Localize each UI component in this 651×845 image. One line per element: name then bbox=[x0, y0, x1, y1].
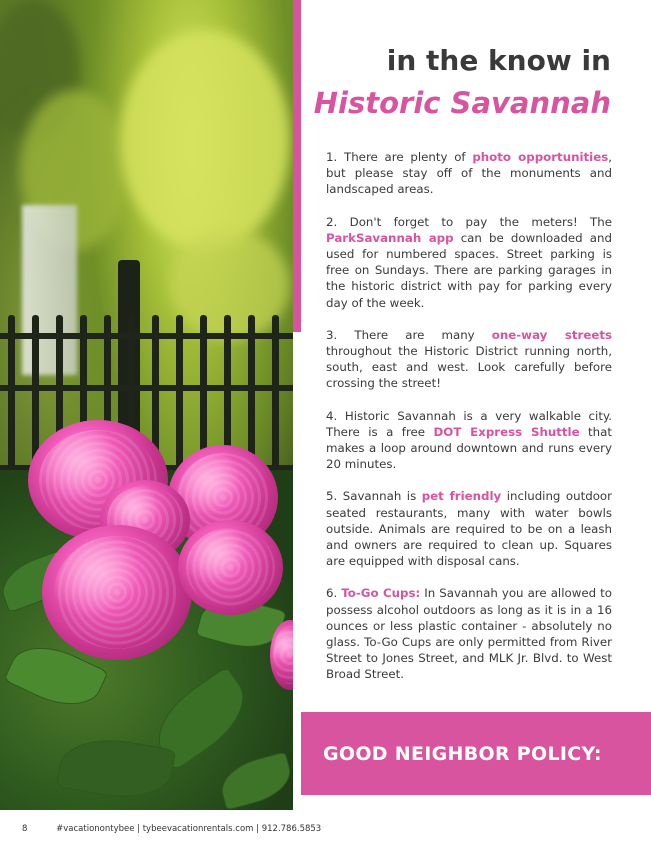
highlight-term: photo opportunities bbox=[472, 150, 609, 164]
tip-text: 4. Historic Savannah is a very walkable city. There is a free bbox=[326, 408, 612, 439]
tip-text: , but please stay off of the monuments and landscaped areas. bbox=[326, 150, 612, 197]
hydrangea-photo bbox=[0, 0, 293, 810]
highlight-term: To-Go Cups: bbox=[341, 586, 421, 601]
tip-paragraph bbox=[326, 585, 612, 682]
highlight-term: DOT Express Shuttle bbox=[433, 424, 580, 439]
tip-text: In Savannah you are allowed to possess alcohol outdoors as long as it is in a 16 ounces or less plastic container - absolutely no glass. To-Go Cups are only permitted from River Street to Jones Street, and MLK Jr. Blvd. to West Broad Street. bbox=[326, 586, 612, 682]
page-title: in the know in bbox=[386, 44, 611, 77]
tip-text: throughout the Historic District running north, south, east and west. Look carefully before crossing the street! bbox=[326, 344, 612, 391]
tip-text: that makes a loop around downtown and runs every 20 minutes. bbox=[326, 424, 612, 472]
good-neighbor-banner bbox=[301, 712, 651, 795]
highlight-term: pet friendly bbox=[421, 489, 502, 504]
page-footer bbox=[22, 824, 321, 834]
tip-paragraph bbox=[326, 214, 612, 311]
highlight-term: ParkSavannah app bbox=[326, 230, 454, 245]
tip-paragraph bbox=[326, 149, 612, 198]
tip-text: 1. There are plenty of bbox=[326, 150, 473, 164]
tip-text: can be downloaded and used for numbered spaces. Street parking is free on Sundays. There are parking garages in the historic district with pay for parking every day of the week. bbox=[326, 230, 612, 310]
tip-text: including outdoor seated restaurants, many with water bowls outside. Animals are required to be on a leash and owners are required to clean up. Squares are equipped with disposal cans. bbox=[326, 489, 612, 569]
tip-text: 5. Savannah is bbox=[326, 489, 422, 504]
tip-paragraph bbox=[326, 488, 612, 569]
tip-text: 3. There are many bbox=[326, 327, 492, 342]
tips-list bbox=[326, 149, 612, 699]
accent-strip bbox=[293, 0, 301, 332]
tip-text: 2. Don't forget to pay the meters! The bbox=[326, 214, 612, 229]
banner-heading: GOOD NEIGHBOR POLICY: bbox=[323, 743, 602, 765]
footer-contact: #vacationontybee | tybeevacationrentals.com | 912.786.5853 bbox=[56, 824, 322, 834]
page-number: 8 bbox=[22, 824, 28, 834]
tip-paragraph bbox=[326, 327, 612, 392]
tip-paragraph bbox=[326, 408, 612, 473]
tip-text: 6. bbox=[326, 586, 342, 601]
page-subtitle: Historic Savannah bbox=[313, 86, 611, 120]
highlight-term: one-way streets bbox=[491, 327, 612, 342]
